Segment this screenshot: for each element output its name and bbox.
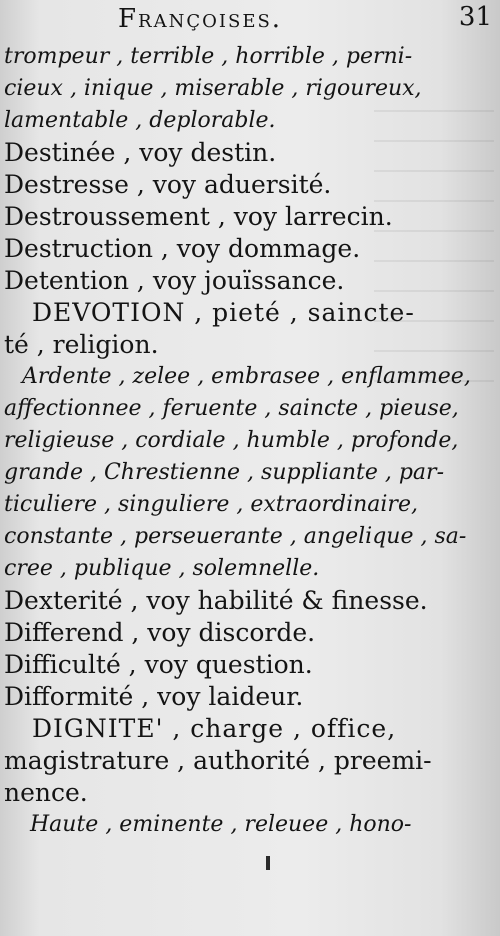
text-line: cree , publique , solemnelle. [4,556,320,581]
entry-line: Difficulté , voy question. [4,650,313,679]
page-header [0,2,500,36]
page-text [4,41,492,841]
headword-line: DIGNITE' , charge , office, [32,714,397,743]
entry-line: té , religion. [4,330,159,359]
running-head: Françoises. [118,4,283,34]
text-line: affectionnee , feruente , saincte , pieuse, [4,396,459,421]
text-line: Haute , eminente , releuee , hono- [30,812,412,837]
headword-line: DEVOTION , pieté , saincte- [32,298,415,327]
entry-line: Detention , voy jouïssance. [4,266,345,295]
text-line: cieux , inique , miserable , rigoureux, [4,76,422,101]
text-line: Ardente , zelee , embrasee , enflammee, [22,364,471,389]
entry-line: Destruction , voy dommage. [4,234,361,263]
entry-line: nence. [4,778,88,807]
entry-line: Dexterité , voy habilité & finesse. [4,586,428,615]
text-line: constante , perseuerante , angelique , sa- [4,524,467,549]
entry-line: Destinée , voy destin. [4,138,277,167]
entry-line: Difformité , voy laideur. [4,682,304,711]
text-line: trompeur , terrible , horrible , perni- [4,44,413,69]
text-line: grande , Chrestienne , suppliante , par- [4,460,444,485]
text-line: ticuliere , singuliere , extraordinaire, [4,492,418,517]
text-line: religieuse , cordiale , humble , profonde, [4,428,459,453]
entry-line: magistrature , authorité , preemi- [4,746,432,775]
entry-line: Destroussement , voy larrecin. [4,202,393,231]
entry-line: Destresse , voy aduersité. [4,170,332,199]
signature-mark [266,856,270,870]
page-number: 31 [458,2,492,32]
entry-line: Differend , voy discorde. [4,618,316,647]
text-line: lamentable , deplorable. [4,108,276,133]
